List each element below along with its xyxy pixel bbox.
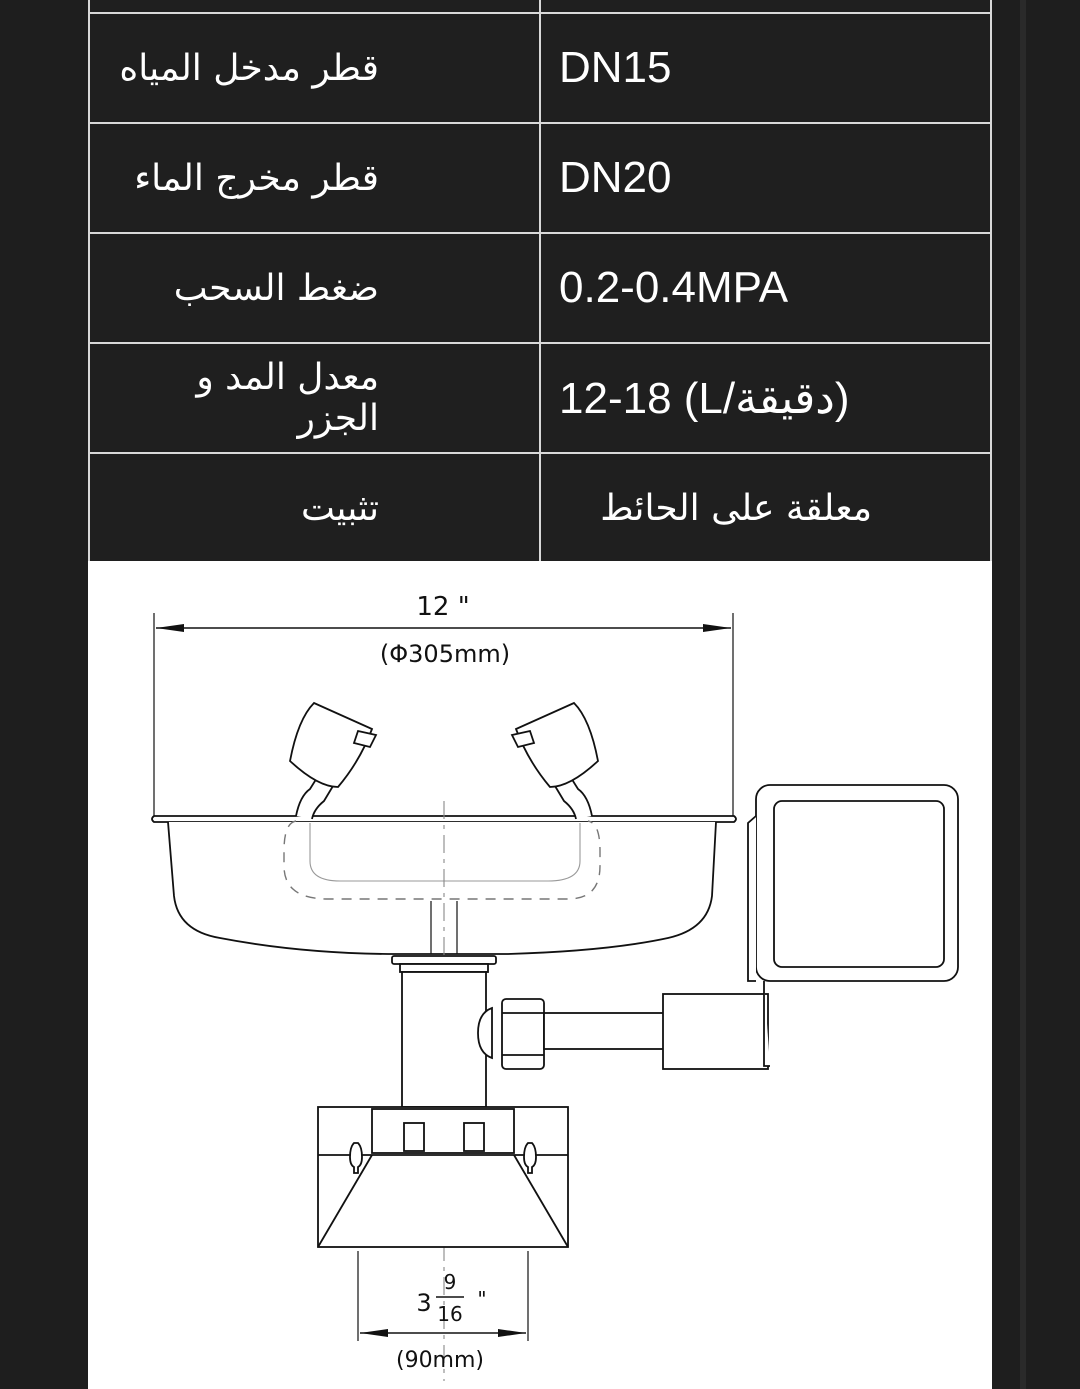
stub-cell-right [540,0,991,13]
base-fraction-numerator: 9 [443,1270,457,1294]
base-dimension [358,1251,528,1373]
base-inch-mark: " [477,1287,487,1311]
spec-label-installation: تثبيت [89,453,540,563]
technical-drawing [88,561,992,1389]
spec-table [88,0,992,564]
base-fraction-denominator: 16 [437,1302,463,1326]
spec-label-outlet-diameter: قطر مخرج الماء [89,123,540,233]
stub-cell-left [89,0,540,13]
table-row-stub [89,0,991,13]
scroll-edge-strip [1020,0,1026,1389]
width-dimension [154,592,733,816]
spec-value-installation: معلقة على الحائط [540,453,991,563]
table-row [89,233,991,343]
spec-label-flow-rate: معدل المد و الجزر [89,343,540,453]
spec-label-pressure: ضغط السحب [89,233,540,343]
left-spray-nozzle [290,703,376,819]
spec-label-inlet-diameter: قطر مدخل المياه [89,13,540,123]
table-row [89,343,991,453]
connector-pipe [478,994,768,1069]
base-metric-label: (90mm) [395,1348,485,1373]
spec-value-outlet-diameter: DN20 [540,123,991,233]
right-spray-nozzle [512,703,598,819]
base-whole-inches: 3 [416,1289,432,1317]
wall-bracket [318,1107,568,1247]
push-paddle [748,785,958,1066]
width-metric-label: (Φ305mm) [379,640,511,668]
table-row [89,123,991,233]
spec-value-inlet-diameter: DN15 [540,13,991,123]
spec-value-pressure: 0.2-0.4MPA [540,233,991,343]
spec-value-flow-rate: 12-18 (L/دقيقة) [540,343,991,453]
eyewash-drawing-svg [88,561,992,1389]
table-row [89,453,991,563]
width-inches-label: 12 " [416,592,470,622]
table-row [89,13,991,123]
